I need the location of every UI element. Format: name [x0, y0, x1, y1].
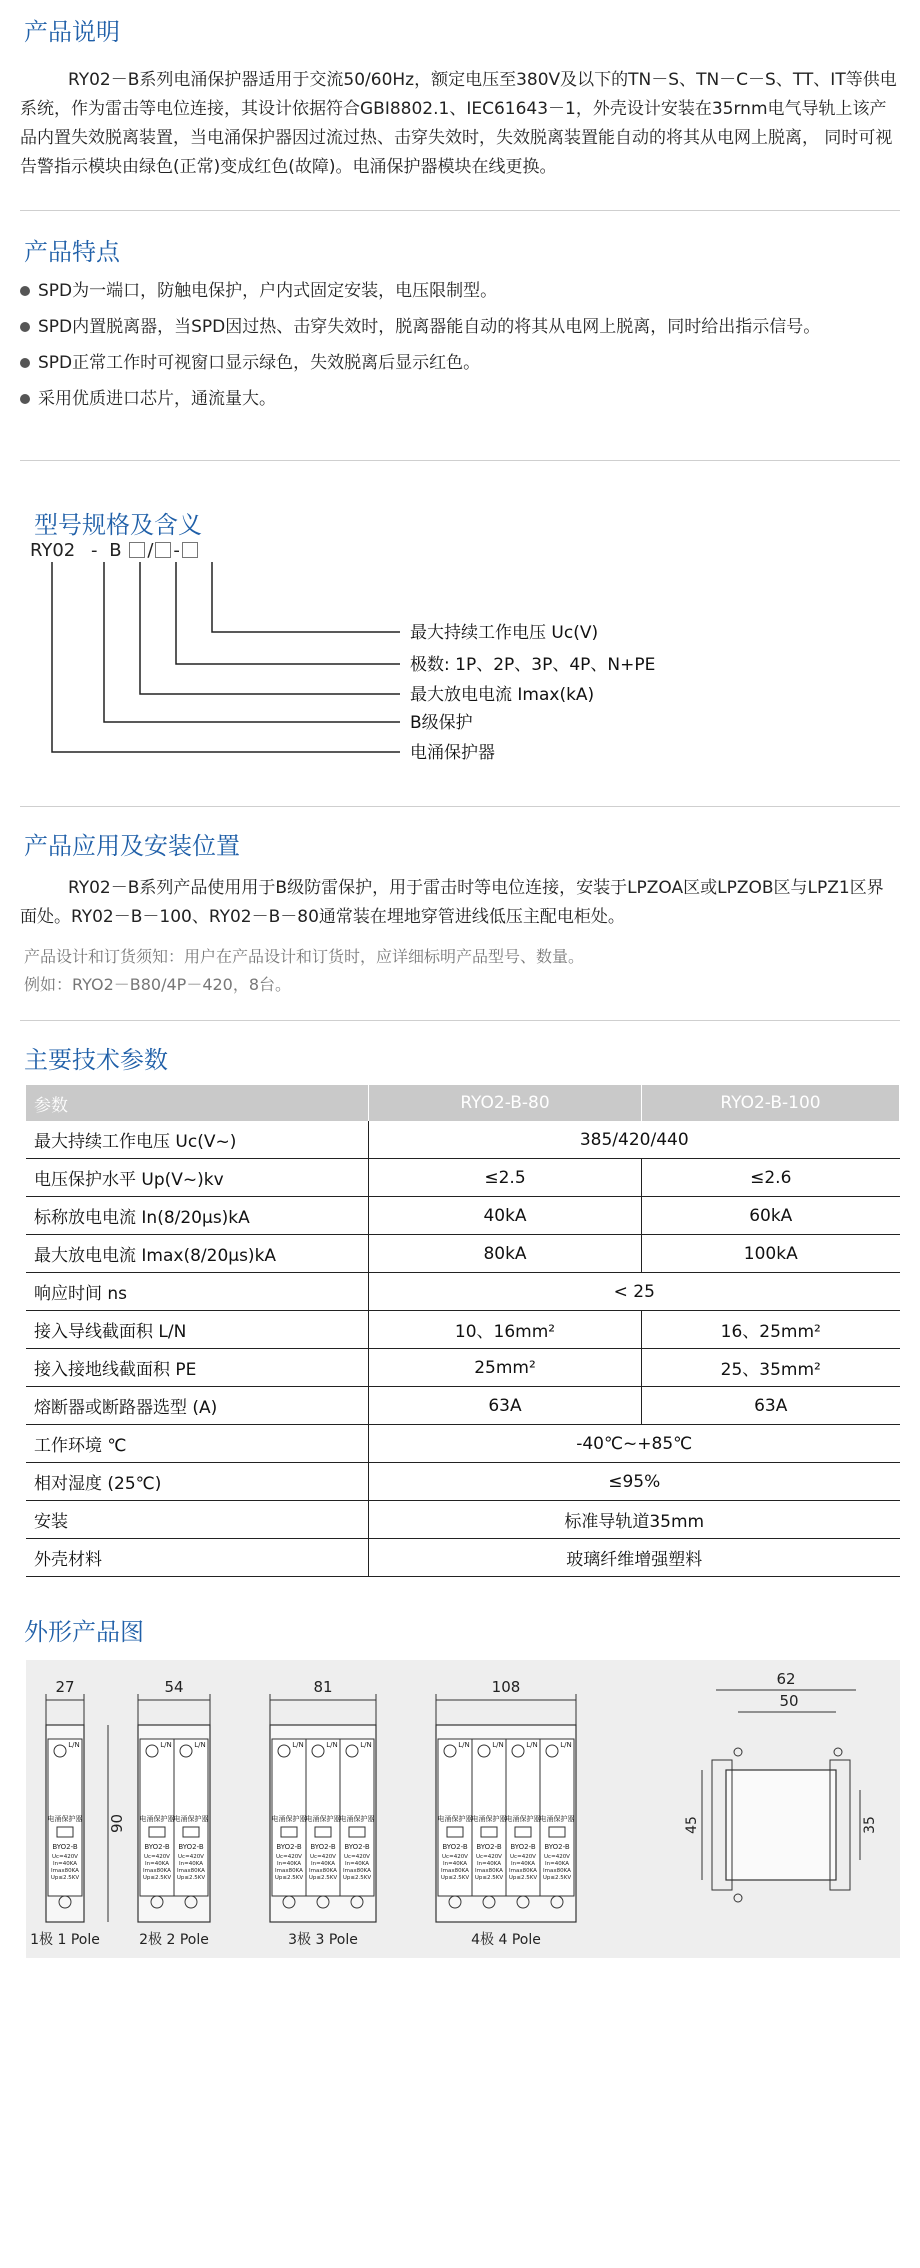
dimension-label: 90	[108, 1813, 126, 1834]
bullet-icon	[20, 358, 30, 368]
module-model: BYO2-B	[476, 1843, 502, 1851]
module-model: BYO2-B	[510, 1843, 536, 1851]
dimension-label: 62	[776, 1670, 796, 1688]
terminal-label: L/N	[526, 1741, 538, 1749]
table-header	[26, 1085, 900, 1121]
section-title-description: 产品说明	[24, 18, 120, 46]
outline-drawing	[26, 1660, 900, 1958]
module-spec: Up≤2.5KV	[474, 1875, 504, 1881]
module-spec: Uc=420V	[442, 1854, 468, 1860]
module-model: BYO2-B	[178, 1843, 204, 1851]
module-spec: Imax80KA	[543, 1868, 571, 1874]
module-model: BYO2-B	[344, 1843, 370, 1851]
header-model-80: RYO2-B-80	[369, 1085, 642, 1121]
feature-item: SPD为一端口，防触电保护，户内式固定安装，电压限制型。	[18, 276, 898, 306]
header-model-100: RYO2-B-100	[642, 1085, 900, 1121]
params-table	[26, 1085, 900, 1577]
module-spec: Uc=420V	[52, 1854, 78, 1860]
dimension-label: 54	[164, 1678, 184, 1696]
table-row: 响应时间 ns < 25	[26, 1273, 900, 1311]
module-name: 电涌保护器	[539, 1815, 575, 1823]
divider	[20, 460, 900, 461]
module-spec: Uc=420V	[178, 1854, 204, 1860]
module-spec: Imax80KA	[309, 1868, 337, 1874]
pole-label: 2极 2 Pole	[139, 1932, 209, 1948]
feature-list	[18, 276, 898, 420]
module-name: 电涌保护器	[437, 1815, 473, 1823]
module-spec: Up≤2.5KV	[142, 1875, 172, 1881]
bullet-icon	[20, 394, 30, 404]
module-model: BYO2-B	[310, 1843, 336, 1851]
module-spec: Uc=420V	[144, 1854, 170, 1860]
table-row: 熔断器或断路器选型 (A) 63A 63A	[26, 1387, 900, 1425]
table-row: 外壳材料 玻璃纤维增强塑料	[26, 1539, 900, 1577]
module-spec: In=40KA	[443, 1861, 467, 1867]
description-text: RY02－B系列电涌保护器适用于交流50/60Hz，额定电压至380V及以下的TN－S、TN－C－S、TT、IT等供电系统，作为雷击等电位连接，其设计依据符合GBI8802.1、IEC61643－1，外壳设计安装在35rnm电气导轨上该产品内置失效脱离装置，当电涌保护器因过流过热、击穿失效时，失效脱离装置能自动的将其从电网上脱离， 同时可视告警指示模块由绿色(正常)变成红色(故障)。电涌保护器模块在线更换。	[20, 70, 897, 177]
terminal-label: L/N	[458, 1741, 470, 1749]
module-name: 电涌保护器	[471, 1815, 507, 1823]
module-name: 电涌保护器	[139, 1815, 175, 1823]
pole-label: 4极 4 Pole	[471, 1932, 541, 1948]
terminal-screw-icon	[834, 1748, 842, 1756]
module-spec: Up≤2.5KV	[274, 1875, 304, 1881]
module-spec: Imax80KA	[475, 1868, 503, 1874]
module-spec: In=40KA	[477, 1861, 501, 1867]
module-spec: In=40KA	[53, 1861, 77, 1867]
terminal-label: L/N	[160, 1741, 172, 1749]
table-row: 安装 标准导轨道35mm	[26, 1501, 900, 1539]
feature-item: 采用优质进口芯片，通流量大。	[18, 384, 898, 414]
terminal-label: L/N	[194, 1741, 206, 1749]
module-name: 电涌保护器	[339, 1815, 375, 1823]
table-row: 最大持续工作电压 Uc(V~) 385/420/440	[26, 1121, 900, 1159]
section-title-application: 产品应用及安装位置	[24, 832, 240, 860]
module-name: 电涌保护器	[305, 1815, 341, 1823]
module-spec: Uc=420V	[476, 1854, 502, 1860]
module-name: 电涌保护器	[271, 1815, 307, 1823]
terminal-label: L/N	[360, 1741, 372, 1749]
terminal-label: L/N	[292, 1741, 304, 1749]
module-spec: Uc=420V	[544, 1854, 570, 1860]
module-model: BYO2-B	[544, 1843, 570, 1851]
dimension-label: 108	[491, 1678, 521, 1696]
order-note: 产品设计和订货须知：用户在产品设计和订货时，应详细标明产品型号、数量。	[24, 947, 585, 966]
table-row: 电压保护水平 Up(V~)kv ≤2.5 ≤2.6	[26, 1159, 900, 1197]
feature-item: SPD正常工作时可视窗口显示绿色，失效脱离后显示红色。	[18, 348, 898, 378]
dimension-label: 81	[313, 1678, 333, 1696]
order-example: 例如：RYO2－B80/4P－420，8台。	[24, 975, 292, 994]
module-spec: Up≤2.5KV	[50, 1875, 80, 1881]
terminal-label: L/N	[492, 1741, 504, 1749]
module-spec: Up≤2.5KV	[440, 1875, 470, 1881]
section-title-figure: 外形产品图	[24, 1618, 144, 1646]
module-spec: Up≤2.5KV	[508, 1875, 538, 1881]
module-spec: Up≤2.5KV	[342, 1875, 372, 1881]
module-spec: In=40KA	[311, 1861, 335, 1867]
terminal-label: L/N	[326, 1741, 338, 1749]
module-model: BYO2-B	[144, 1843, 170, 1851]
dimension-label: 35	[862, 1816, 878, 1834]
module-spec: Up≤2.5KV	[308, 1875, 338, 1881]
header-param: 参数	[26, 1085, 369, 1121]
bullet-icon	[20, 286, 30, 296]
terminal-label: L/N	[68, 1741, 80, 1749]
model-diagram	[0, 540, 920, 770]
divider	[20, 210, 900, 211]
module-spec: In=40KA	[511, 1861, 535, 1867]
module-name: 电涌保护器	[173, 1815, 209, 1823]
module-name: 电涌保护器	[505, 1815, 541, 1823]
dimension-label: 45	[684, 1816, 700, 1834]
dimension-label: 50	[779, 1692, 799, 1710]
model-label-b: B级保护	[410, 713, 473, 733]
model-label-poles: 极数: 1P、2P、3P、4P、N+PE	[410, 655, 656, 675]
product-figure	[26, 1660, 900, 1958]
terminal-screw-icon	[734, 1894, 742, 1902]
module-spec: In=40KA	[145, 1861, 169, 1867]
module-spec: Uc=420V	[276, 1854, 302, 1860]
side-view-body	[726, 1770, 836, 1880]
module-spec: Uc=420V	[344, 1854, 370, 1860]
section-title-model: 型号规格及含义	[34, 511, 202, 539]
module-spec: Up≤2.5KV	[176, 1875, 206, 1881]
divider	[20, 1020, 900, 1021]
module-spec: Imax80KA	[343, 1868, 371, 1874]
module-spec: Imax80KA	[509, 1868, 537, 1874]
model-code: RY02 - B / -	[30, 540, 200, 561]
module-name: 电涌保护器	[47, 1815, 83, 1823]
dimension-label: 27	[55, 1678, 75, 1696]
module-spec: In=40KA	[345, 1861, 369, 1867]
module-model: BYO2-B	[442, 1843, 468, 1851]
table-row: 标称放电电流 In(8/20μs)kA 40kA 60kA	[26, 1197, 900, 1235]
application-text: RY02－B系列产品使用用于B级防雷保护，用于雷击时等电位连接，安装于LPZOA区或LPZOB区与LPZ1区界面处。RY02－B－100、RY02－B－80通常装在埋地穿管进线低压主配电柜处。	[20, 878, 884, 927]
module-spec: Imax80KA	[143, 1868, 171, 1874]
table-row: 工作环境 ℃ -40℃~+85℃	[26, 1425, 900, 1463]
module-spec: Imax80KA	[177, 1868, 205, 1874]
section-title-features: 产品特点	[24, 238, 120, 266]
module-spec: In=40KA	[545, 1861, 569, 1867]
bullet-icon	[20, 322, 30, 332]
section-title-params: 主要技术参数	[24, 1046, 168, 1074]
pole-label: 3极 3 Pole	[288, 1932, 358, 1948]
module-spec: Imax80KA	[275, 1868, 303, 1874]
table-row: 最大放电电流 Imax(8/20μs)kA 80kA 100kA	[26, 1235, 900, 1273]
pole-label: 1极 1 Pole	[30, 1932, 100, 1948]
model-label-imax: 最大放电电流 Imax(kA)	[410, 685, 595, 705]
table-row: 接入导线截面积 L/N 10、16mm² 16、25mm²	[26, 1311, 900, 1349]
terminal-screw-icon	[734, 1748, 742, 1756]
module-spec: Up≤2.5KV	[542, 1875, 572, 1881]
module-spec: Uc=420V	[510, 1854, 536, 1860]
divider	[20, 806, 900, 807]
terminal-label: L/N	[560, 1741, 572, 1749]
module-spec: In=40KA	[179, 1861, 203, 1867]
table-row: 相对湿度 (25℃) ≤95%	[26, 1463, 900, 1501]
module-spec: Uc=420V	[310, 1854, 336, 1860]
feature-item: SPD内置脱离器，当SPD因过热、击穿失效时，脱离器能自动的将其从电网上脱离，同时给出指示信号。	[18, 312, 898, 342]
module-spec: Imax80KA	[51, 1868, 79, 1874]
module-spec: Imax80KA	[441, 1868, 469, 1874]
module-spec: In=40KA	[277, 1861, 301, 1867]
model-label-uc: 最大持续工作电压 Uc(V)	[410, 623, 599, 643]
module-model: BYO2-B	[276, 1843, 302, 1851]
module-model: BYO2-B	[52, 1843, 78, 1851]
table-row: 接入接地线截面积 PE 25mm² 25、35mm²	[26, 1349, 900, 1387]
model-label-spd: 电涌保护器	[410, 743, 495, 763]
